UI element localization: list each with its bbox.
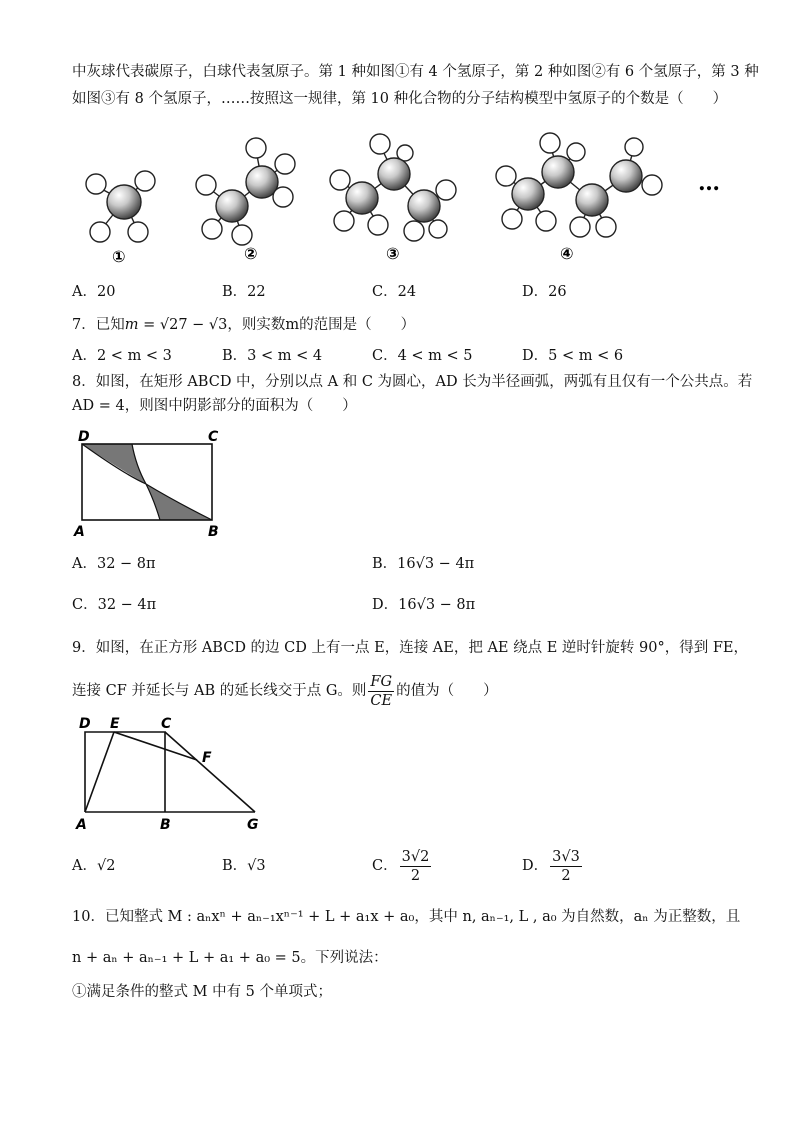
q8-option-c[interactable]: C．32 − 4π [72, 597, 157, 613]
q9-label-c: C [161, 716, 172, 732]
q9-label-b: B [160, 817, 171, 833]
q7-option-c[interactable]: C．4 < m < 5 [372, 348, 473, 364]
molecule-3 [330, 134, 456, 241]
q7-option-d[interactable]: D．5 < m < 6 [522, 348, 624, 364]
q8-option-b[interactable]: B．16√3 − 4π [372, 556, 475, 572]
q8-label-a: A [74, 524, 85, 540]
q9-option-d[interactable]: D． $\frac{3√3}{2}$ [522, 848, 580, 884]
q6-option-a[interactable]: A．20 [72, 284, 116, 300]
q9-figure [0, 712, 794, 837]
molecule-figures [0, 128, 794, 288]
q7-option-a[interactable]: A．2 < m < 3 [72, 348, 172, 364]
q7-option-b[interactable]: B．3 < m < 4 [222, 348, 323, 364]
q9-text-line1: 9．如图，在正方形 ABCD 的边 CD 上有一点 E，连接 AE，把 AE 绕点 E 逆时针旋转 90°，得到 FE， [72, 640, 748, 656]
q8-label-c: C [208, 429, 219, 445]
q8-label-b: B [208, 524, 219, 540]
q6-ellipsis: … [698, 170, 720, 196]
molecule-4 [496, 133, 662, 237]
q6-option-c[interactable]: C．24 [372, 284, 417, 300]
shaded-region-upper [82, 444, 146, 484]
q8-option-d[interactable]: D．16√3 − 8π [372, 597, 476, 613]
q9-option-a[interactable]: A．√2 [72, 858, 116, 874]
q6-text-line2: 如图③有 8 个氢原子，……按照这一规律，第 10 种化合物的分子结构模型中氢原子的个数是（ ） [72, 91, 728, 107]
q6-option-d[interactable]: D．26 [522, 284, 567, 300]
fig-label-3: ③ [386, 244, 400, 263]
q8-figure [0, 426, 794, 541]
q6-text-line1: 中灰球代表碳原子，白球代表氢原子。第 1 种如图①有 4 个氢原子，第 2 种如图②有 6 个氢原子，第 3 种 [72, 64, 759, 80]
q9-label-a: A [76, 817, 87, 833]
q9-label-g: G [247, 817, 259, 833]
q9-label-e: E [110, 716, 120, 732]
q6-option-b[interactable]: B．22 [222, 284, 266, 300]
q8-text-line1: 8．如图，在矩形 ABCD 中，分别以点 A 和 C 为圆心，AD 长为半径画弧，两弧有且仅有一个公共点。若 [72, 374, 753, 390]
q9-label-f: F [202, 750, 212, 766]
q7-text: 7．已知m = √27 − √3，则实数m的范围是（ ） [72, 317, 416, 333]
molecule-2 [196, 138, 295, 245]
fig-label-4: ④ [560, 244, 574, 263]
q8-text-line2: AD = 4，则图中阴影部分的面积为（ ） [72, 398, 357, 414]
q9-option-c[interactable]: C． $\frac{3√2}{2}$ [372, 848, 430, 884]
q9-text-line2: 连接 CF 并延长与 AB 的延长线交于点 G。则 $\frac{FG}{CE}$ 的值为（ ） [72, 673, 498, 709]
fig-label-1: ① [112, 247, 126, 266]
q9-fraction: $\frac{FG}{CE}$ [370, 673, 393, 709]
q8-option-a[interactable]: A．32 − 8π [72, 556, 156, 572]
q10-text-line3: ①满足条件的整式 M 中有 5 个单项式； [72, 984, 333, 1000]
q9-label-d: D [79, 716, 91, 732]
q10-text-line1: 10．已知整式 M : aₙxⁿ + aₙ₋₁xⁿ⁻¹ + L + a₁x + a₀，其中 n, aₙ₋₁, L , a₀ 为自然数，aₙ 为正整数，且 [72, 909, 741, 925]
fig-label-2: ② [244, 244, 258, 263]
q8-label-d: D [78, 429, 90, 445]
q10-text-line2: n + aₙ + aₙ₋₁ + L + a₁ + a₀ = 5。下列说法： [72, 950, 388, 966]
molecule-1 [86, 171, 155, 242]
q9-option-b[interactable]: B．√3 [222, 858, 266, 874]
